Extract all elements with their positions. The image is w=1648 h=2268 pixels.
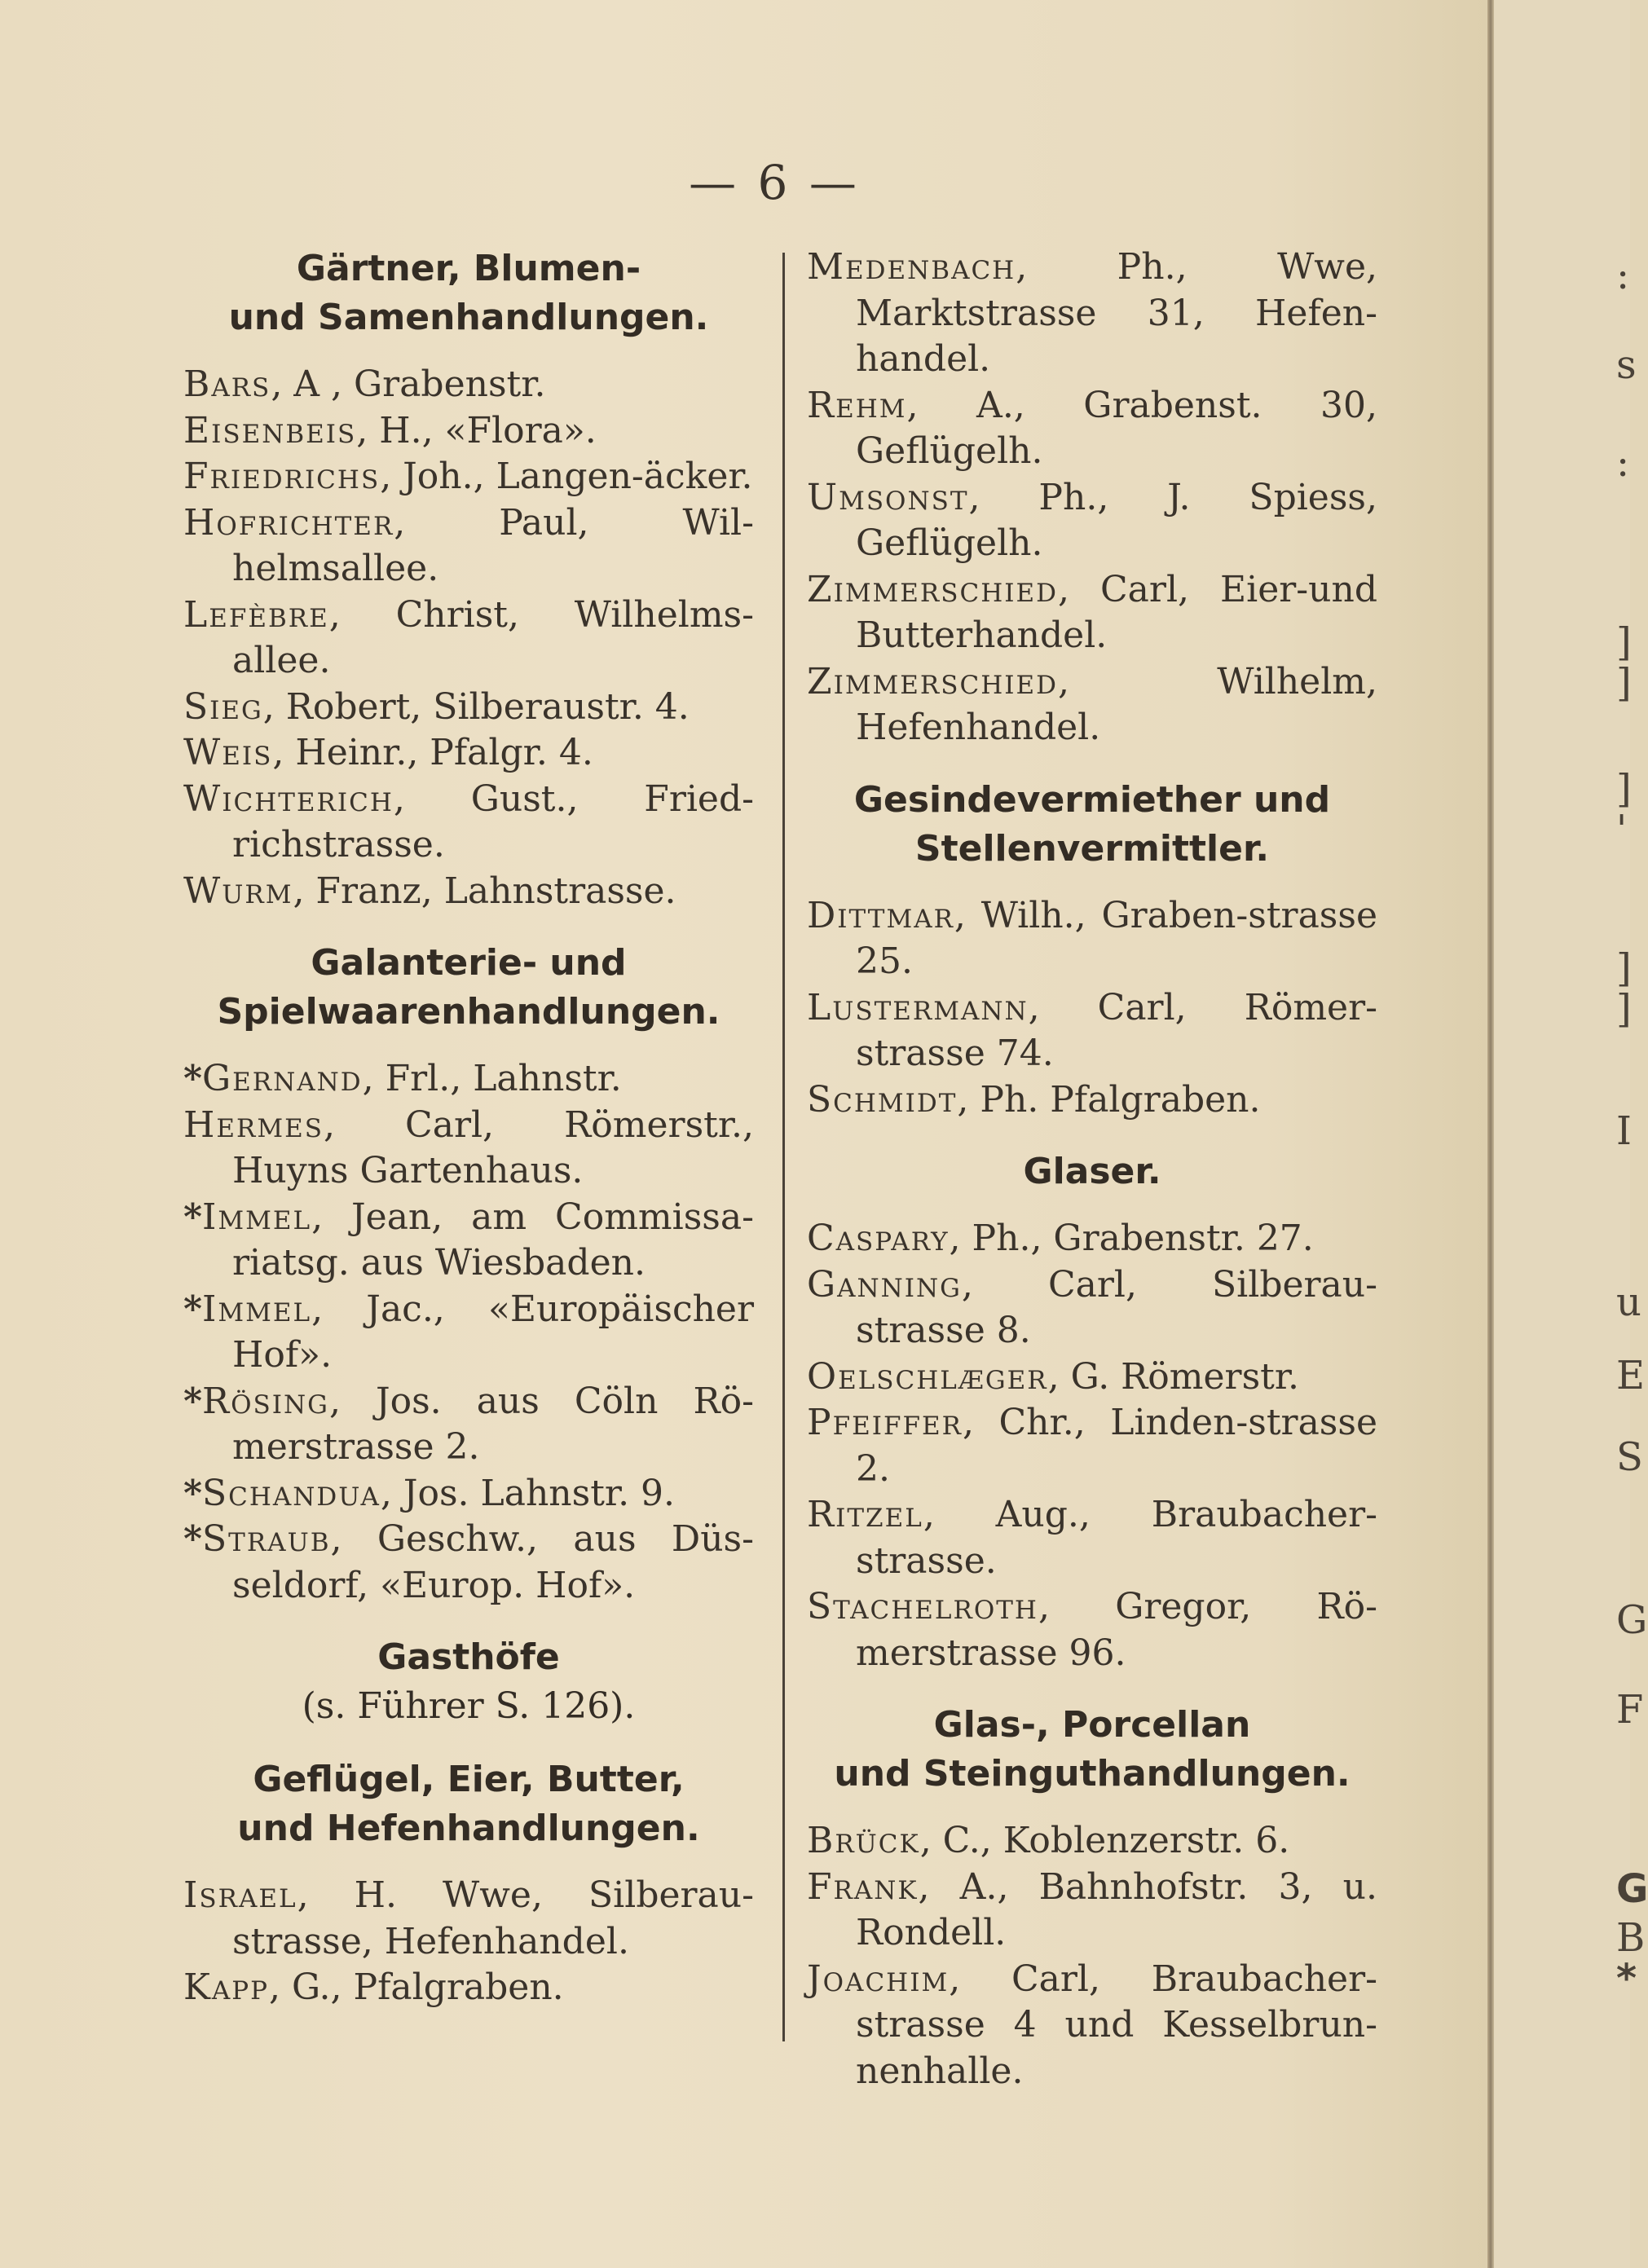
entry-details: , Heinr., Pfalgr. 4.: [272, 732, 593, 773]
section-heading: Stellenvermittler.: [914, 827, 1270, 870]
entry-name: Israel: [183, 1874, 297, 1916]
entry-name: Wichterich: [183, 777, 394, 820]
entry-details: , Paul, Wil-helmsallee.: [232, 501, 754, 589]
entry-name: Umsonst: [807, 476, 969, 518]
directory-entry: [807, 1077, 1377, 1124]
entry-details: , Jos. Lahnstr. 9.: [380, 1472, 676, 1514]
section-spacer: [183, 1731, 754, 1755]
section-heading: und Steinguthandlungen.: [834, 1753, 1351, 1795]
right-column: [807, 244, 1377, 2119]
edge-fragment: s: [1616, 342, 1637, 388]
edge-fragment: G: [1616, 1597, 1648, 1643]
directory-list: [807, 244, 1377, 751]
directory-entry: [807, 659, 1377, 751]
edge-fragment: *: [1616, 1956, 1637, 2002]
edge-fragment: ]: [1616, 660, 1632, 706]
edge-fragment: :: [1616, 440, 1630, 486]
entry-name: Immel: [202, 1196, 312, 1238]
directory-entry: [183, 1965, 754, 2011]
section-subheading: (s. Führer S. 126).: [302, 1685, 636, 1727]
entry-name: Friedrichs: [183, 456, 381, 497]
entry-details: , Jos. aus Cöln Rö-merstrasse 2.: [232, 1380, 754, 1468]
directory-entry: [183, 1517, 754, 1609]
section-heading: Galanterie- und: [311, 942, 627, 984]
directory-entry: [807, 1492, 1377, 1584]
adjacent-page-edge: [1494, 0, 1648, 2268]
entry-name: Hermes: [183, 1103, 324, 1146]
entry-details: , H. Wwe, Silberau-strasse, Hefenhandel.: [232, 1874, 754, 1962]
edge-fragment: ]: [1616, 619, 1632, 665]
entry-marker: *: [183, 1472, 203, 1514]
edge-fragment: ]: [1616, 945, 1632, 991]
entry-marker: *: [183, 1288, 203, 1330]
directory-entry: [807, 567, 1377, 659]
entry-name: Immel: [202, 1288, 312, 1330]
entry-name: Frank: [807, 1865, 919, 1908]
entry-details: , H., «Flora».: [356, 409, 597, 451]
left-column: [183, 244, 754, 2036]
entry-name: Straub: [202, 1518, 331, 1560]
directory-list: [807, 1818, 1377, 2094]
entry-details: , Wilhelm, Hefenhandel.: [856, 660, 1377, 748]
directory-entry: [807, 1957, 1377, 2095]
section-heading: Geflügel, Eier, Butter,: [253, 1759, 685, 1800]
entry-details: , Carl, Braubacher-strasse 4 und Kesselbrun-nenhalle.: [856, 1958, 1377, 2092]
section-heading: Glas-, Porcellan: [933, 1704, 1251, 1746]
entry-details: , Christ, Wilhelms-allee.: [232, 593, 754, 681]
edge-fragment: B: [1616, 1915, 1646, 1961]
entry-details: , C., Koblenzerstr. 6.: [919, 1820, 1290, 1861]
entry-name: Wurm: [183, 870, 293, 912]
entry-details: , Carl, Silberau-strasse 8.: [856, 1263, 1377, 1351]
entry-details: , G. Römerstr.: [1047, 1355, 1300, 1398]
directory-entry: [183, 1287, 754, 1379]
directory-entry: [183, 1471, 754, 1517]
directory-entry: [807, 1216, 1377, 1262]
entry-details: , Gregor, Rö-merstrasse 96.: [856, 1586, 1377, 1674]
entry-name: Medenbach: [807, 246, 1016, 288]
entry-marker: *: [183, 1380, 203, 1422]
directory-entry: [807, 1400, 1377, 1492]
entry-name: Joachim: [807, 1958, 950, 2000]
directory-entry: [183, 592, 754, 685]
directory-entry: [183, 869, 754, 915]
entry-marker: *: [183, 1518, 203, 1560]
directory-list: [183, 1873, 754, 2011]
directory-list: [807, 893, 1377, 1124]
entry-name: Ganning: [807, 1263, 962, 1306]
directory-entry: [807, 1865, 1377, 1957]
section-heading: und Hefenhandlungen.: [237, 1808, 700, 1849]
entry-details: , A , Grabenstr.: [271, 363, 546, 405]
entry-details: , Wilh., Graben-strasse 25.: [856, 894, 1377, 982]
edge-fragment: ]: [1616, 986, 1632, 1032]
directory-list: [183, 1056, 754, 1609]
entry-details: , Joh., Langen-äcker.: [380, 456, 753, 497]
entry-name: Eisenbeis: [183, 409, 357, 451]
directory-entry: [183, 408, 754, 455]
directory-entry: [183, 362, 754, 408]
edge-fragment: F: [1616, 1687, 1644, 1733]
entry-details: , Ph., Wwe, Marktstrasse 31, Hefen-handel.: [856, 246, 1377, 380]
directory-list: [807, 1216, 1377, 1676]
directory-entry: [807, 383, 1377, 475]
entry-name: Weis: [183, 732, 273, 773]
entry-name: Bars: [183, 363, 271, 405]
column-divider: [782, 253, 785, 2041]
entry-name: Pfeiffer: [807, 1402, 963, 1443]
edge-fragment: G: [1616, 1866, 1648, 1912]
directory-entry: [183, 1873, 754, 1965]
entry-details: , Ph. Pfalgraben.: [957, 1078, 1261, 1121]
edge-fragment: ': [1616, 807, 1628, 852]
directory-entry: [807, 893, 1377, 985]
directory-entry: [183, 1056, 754, 1103]
section-heading: Spielwaarenhandlungen.: [217, 991, 720, 1033]
edge-fragment: u: [1616, 1279, 1641, 1325]
entry-name: Caspary: [807, 1218, 950, 1259]
entry-name: Ritzel: [807, 1494, 923, 1535]
directory-entry: [183, 500, 754, 592]
entry-details: , A., Grabenst. 30, Geflügelh.: [856, 384, 1377, 472]
directory-entry: [807, 475, 1377, 567]
directory-entry: [183, 1195, 754, 1287]
entry-name: Lustermann: [807, 986, 1029, 1028]
entry-name: Dittmar: [807, 894, 954, 936]
section-heading: Gesindevermiether und: [853, 778, 1331, 821]
entry-details: , Franz, Lahnstrasse.: [293, 870, 676, 912]
directory-entry: [807, 1818, 1377, 1865]
entry-name: Stachelroth: [807, 1586, 1038, 1627]
entry-details: , Chr., Linden-strasse 2.: [856, 1402, 1377, 1490]
section-heading: Gasthöfe: [377, 1636, 560, 1678]
entry-details: , Ph., J. Spiess, Geflügelh.: [856, 476, 1377, 564]
directory-entry: [183, 1379, 754, 1471]
directory-list: [183, 362, 754, 914]
entry-details: , Carl, Römer-strasse 74.: [856, 986, 1377, 1074]
directory-entry: [807, 1262, 1377, 1354]
edge-fragment: I: [1616, 1108, 1632, 1154]
entry-details: , Robert, Silberaustr. 4.: [262, 685, 690, 728]
entry-details: , Carl, Römerstr., Huyns Gartenhaus.: [232, 1103, 754, 1191]
page-number: — 6 —: [689, 155, 860, 210]
directory-entry: [183, 777, 754, 869]
book-gutter: [1487, 0, 1494, 2268]
directory-entry: [807, 985, 1377, 1077]
edge-fragment: S: [1616, 1434, 1643, 1480]
directory-entry: [183, 685, 754, 731]
entry-marker: *: [183, 1196, 203, 1238]
edge-fragment: :: [1616, 253, 1630, 298]
entry-name: Brück: [807, 1820, 920, 1861]
entry-name: Kapp: [183, 1966, 269, 2008]
entry-name: Schandua: [202, 1472, 381, 1514]
entry-details: , Frl., Lahnstr.: [362, 1058, 622, 1099]
entry-name: Gernand: [202, 1058, 363, 1099]
edge-fragment: E: [1616, 1353, 1646, 1398]
entry-marker: *: [183, 1058, 203, 1099]
entry-name: Rehm: [807, 384, 907, 426]
entry-name: Zimmerschied: [807, 568, 1058, 610]
entry-name: Schmidt: [807, 1078, 958, 1121]
section-heading: Glaser.: [1023, 1151, 1161, 1192]
continuation-block: [807, 244, 1377, 751]
entry-details: , Aug., Braubacher-strasse.: [856, 1494, 1377, 1582]
entry-details: , Jean, am Commissa-riatsg. aus Wiesbaden.: [232, 1196, 754, 1284]
entry-name: Oelschlæger: [807, 1355, 1048, 1398]
entry-details: , Geschw., aus Düs-seldorf, «Europ. Hof».: [232, 1518, 754, 1606]
directory-entry: [183, 1103, 754, 1195]
directory-entry: [807, 1584, 1377, 1676]
entry-name: Lefèbre: [183, 593, 329, 636]
entry-name: Hofrichter: [183, 501, 394, 544]
entry-name: Sieg: [183, 685, 263, 728]
entry-details: , G., Pfalgraben.: [268, 1966, 564, 2008]
directory-entry: [807, 1354, 1377, 1401]
directory-entry: [807, 244, 1377, 383]
entry-details: , Ph., Grabenstr. 27.: [949, 1218, 1314, 1259]
entry-details: , A., Bahnhofstr. 3, u. Rondell.: [856, 1865, 1377, 1953]
entry-details: , Jac., «Europäischer Hof».: [232, 1288, 754, 1376]
directory-entry: [183, 454, 754, 500]
entry-details: , Gust., Fried-richstrasse.: [232, 777, 754, 865]
section-heading: und Samenhandlungen.: [228, 297, 709, 338]
entry-name: Zimmerschied: [807, 660, 1058, 702]
entry-details: , Carl, Eier-und Butterhandel.: [856, 568, 1377, 656]
section-heading: Gärtner, Blumen-: [296, 248, 641, 289]
edge-fragment: ]: [1616, 766, 1632, 812]
directory-entry: [183, 730, 754, 777]
entry-name: Rösing: [202, 1380, 329, 1422]
